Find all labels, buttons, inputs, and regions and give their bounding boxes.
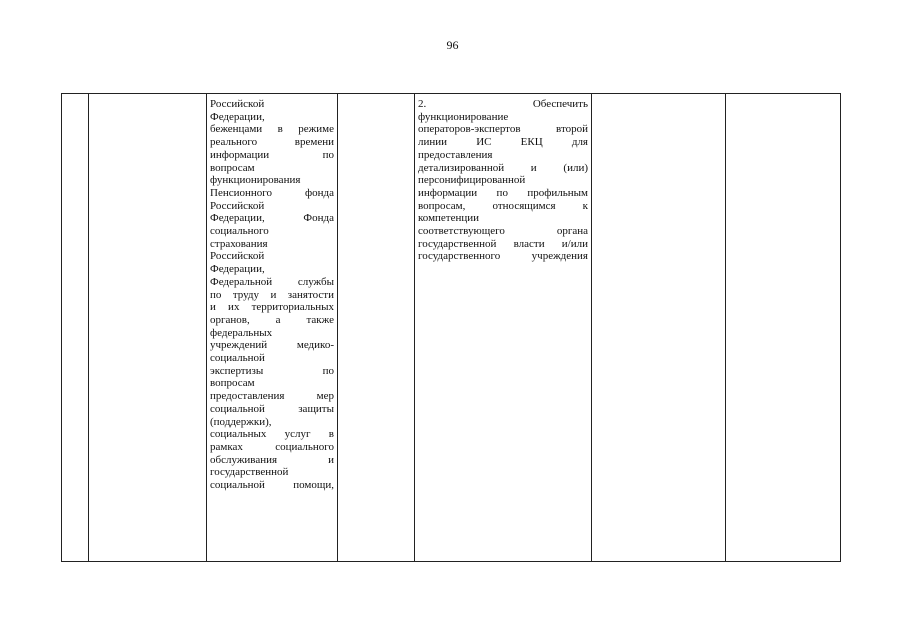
text-line: предоставления [418,148,493,161]
cell-description [207,94,338,562]
action-text [418,98,588,263]
text-line: социальной защиты [210,402,334,415]
text-line: операторов-экспертов второй [418,123,588,136]
text-line: вопросам [210,377,255,390]
text-line: функционирование [418,110,509,123]
text-line: обслуживания и [210,453,334,466]
page-number: 96 [446,38,459,52]
cell-responsible [592,94,726,562]
text-line: соответствующего органа [418,225,588,238]
text-line: Федерации, [210,263,265,276]
text-line: линии ИС ЕКЦ для [418,136,588,149]
cell-deadline [338,94,415,562]
cell-result [726,94,841,562]
table-row [62,94,841,562]
text-line: функционирования [210,174,301,187]
text-line: экспертизы по [210,364,334,377]
cell-number [62,94,89,562]
text-line: социального [210,225,269,238]
text-line: персонифицированной [418,174,526,187]
text-line: социальной [210,352,265,365]
text-line: Федерации, [210,110,265,123]
text-line: Российской [210,199,265,212]
text-line: социальной помощи, [210,479,334,492]
text-line: компетенции [418,212,480,225]
text-line: по труду и занятости [210,288,334,301]
text-line: беженцами в режиме [210,123,334,136]
text-line: вопросам, относящимся к [418,199,588,212]
text-line: страхования [210,237,268,250]
text-line: Российской [210,98,265,110]
text-line: учреждений медико- [210,339,334,352]
cell-action [415,94,592,562]
text-line: реального времени [210,136,334,149]
text-line: государственного учреждения [418,250,588,263]
text-line: вопросам [210,161,255,174]
text-line: и их территориальных [210,301,334,314]
text-line: государственной [210,466,289,479]
text-line: Пенсионного фонда [210,186,334,199]
text-line: Российской [210,250,265,263]
cell-measure [89,94,207,562]
text-line: рамках социального [210,440,334,453]
text-line: информации по профильным [418,186,588,199]
text-line: (поддержки), [210,415,272,428]
text-line: государственной власти и/или [418,237,588,250]
text-line: детализированной и (или) [418,161,588,174]
text-line: Федеральной службы [210,275,334,288]
text-line: 2. Обеспечить [418,98,588,110]
text-line: Федерации, Фонда [210,212,334,225]
text-line: социальных услуг в [210,428,334,441]
text-line: органов, а также [210,313,334,326]
description-text [210,98,334,492]
text-line: предоставления мер [210,390,334,403]
document-table [61,93,841,562]
text-line: федеральных [210,326,273,339]
text-line: информации по [210,148,334,161]
